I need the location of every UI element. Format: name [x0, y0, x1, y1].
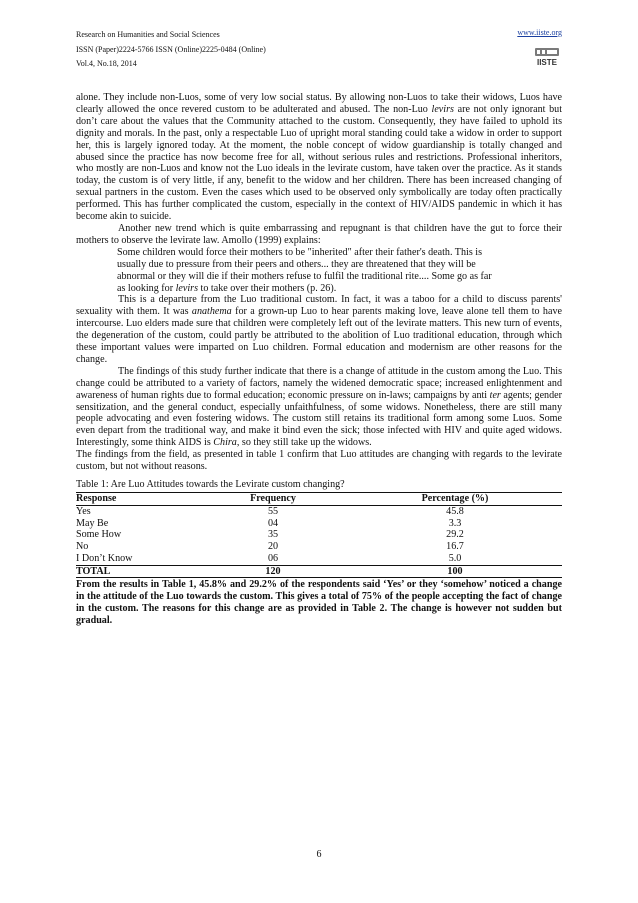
results-summary: From the results in Table 1, 45.8% and 29.2% of the respondents said ‘Yes’ or they ‘somehow’ noticed a change in the attitude of the Luo towards the custom. This gives a total of 75% of the people accepting the fact of change in the custom. The reasons for this change are as provided in Table 2. The change is however not sudden but gradual.: [76, 579, 562, 627]
attitudes-table: [76, 492, 562, 579]
paragraph-5: The findings from the field, as presented in table 1 confirm that Luo attitudes are changing with regards to the levirate custom, but not without reasons.: [76, 449, 562, 473]
running-header: [76, 28, 266, 72]
svg-text:IISTE: IISTE: [536, 58, 558, 67]
table-cell: May Be: [76, 517, 109, 529]
table-cell: 3.3: [448, 517, 462, 529]
table-cell: Some How: [76, 529, 122, 541]
table-cell: 20: [267, 541, 279, 553]
table-cell: I Don’t Know: [76, 552, 133, 564]
block-quote-line: as looking for levirs to take over their mothers (p. 26).: [117, 282, 337, 294]
paragraph-4: The findings of this study further indicate that there is a change of attitude in the custom among the Luo. This change could be attributed to a variety of factors, namely the widened democratic space; increased enlightenment and awareness of human rights due to formal education; economic pressure on in-laws; campaigns by anti ter agents; gender sensitization, and the general conduct, especially unfaithfulness, of some widows. Nonetheless, there are still many people advocating and even fostering widows. The custom still retains its traditional form among some Luos. Some even depart from the traditional way, and make it bind even the sick; those infected with HIV and quite aged widows. Interestingly, some think AIDS is Chira, so they still take up the widows.: [76, 365, 562, 449]
table-cell: 120: [198, 565, 348, 578]
table-total-row: [76, 565, 562, 578]
table-cell: 06: [267, 552, 279, 564]
table-cell: TOTAL: [76, 565, 198, 578]
journal-title: Research on Humanities and Social Sciences: [76, 30, 220, 39]
table-row: [76, 541, 562, 553]
table-cell: 35: [267, 529, 279, 541]
table-row: [76, 553, 562, 565]
journal-website-link[interactable]: www.iiste.org: [517, 28, 562, 37]
table-cell: 45.8: [446, 505, 464, 517]
paragraph-1: alone. They include non-Luos, some of very low social status. By allowing non-Luos to take their widows, Luos have clearly allowed the once revered custom to be adulterated and abused. The non-Luo levirs are not only ignorant but don’t care about the values that the Community attached to the custom. Consequently, they have failed to uphold its dignity and morals. In the past, only a respectable Luo of upright moral standing could take a widow in order to support her, this is largely ignored today. At the moment, the noble concept of widow guardianship is totally changed and abused since the practice has now become free for all, without serious rules and restrictions. Professional inheritors, who mostly are non-Luos and know not the Luo ideals in the levirate custom, have taken over the practice. As it stands today, the custom is of very little, if any, benefit to the widow and her children. There has been increased changing of sexual partners in the custom. Even the cases which used to be observed only symbolically are today often practically performed. This has further complicated the custom, especially in the context of HIV/AIDS pandemic in which it has become akin to suicide.: [76, 92, 562, 223]
table-cell: 5.0: [448, 552, 462, 564]
column-header: Response: [76, 492, 198, 505]
paragraph-3: This is a departure from the Luo traditional custom. In fact, it was a taboo for a child to discuss parents' sexuality with them. It was anathema for a grown-up Luo to hear parents making love, leave alone tell them to have intercourse. Luo elders made sure that children were completely left out of the levirate matters. This new turn of events, the degeneration of the custom, could partly be attributed to the abolition of Luo traditional education, through which these important values were imparted on Luo children. Formal education and modernism are other reasons for the change.: [76, 294, 562, 365]
block-quote-line: usually due to pressure from their peers and others... they are threatened that they will be: [117, 258, 476, 270]
table-cell: 100: [348, 565, 562, 578]
block-quote-line: Some children would force their mothers to be "inherited" after their father's death. This is: [117, 246, 483, 258]
table-cell: No: [76, 541, 89, 553]
table-caption: Table 1: Are Luo Attitudes towards the Levirate custom changing?: [76, 479, 345, 490]
table-header-row: [76, 492, 562, 505]
main-text: [76, 92, 562, 627]
column-header: Frequency: [198, 492, 348, 505]
volume-line: Vol.4, No.18, 2014: [76, 59, 137, 68]
block-quote-line: abnormal or they will die if their mothers refuse to fulfil the traditional rite.... Some go as far: [117, 270, 492, 282]
table-row: [76, 529, 562, 541]
table-cell: Yes: [76, 505, 91, 517]
table-row: [76, 518, 562, 530]
issn-line: ISSN (Paper)2224-5766 ISSN (Online)2225-0484 (Online): [76, 44, 266, 54]
iiste-logo: [534, 47, 560, 67]
table-cell: 16.7: [446, 541, 464, 553]
page-number: 6: [316, 849, 322, 860]
table-row: [76, 505, 562, 517]
column-header: Percentage (%): [348, 492, 562, 505]
table-cell: 29.2: [446, 529, 464, 541]
table-cell: 04: [267, 517, 279, 529]
paragraph-2: Another new trend which is quite embarrassing and repugnant is that children have the gut to force their mothers to observe the levirate law. Amollo (1999) explains:: [76, 222, 562, 246]
table-cell: 55: [267, 505, 279, 517]
